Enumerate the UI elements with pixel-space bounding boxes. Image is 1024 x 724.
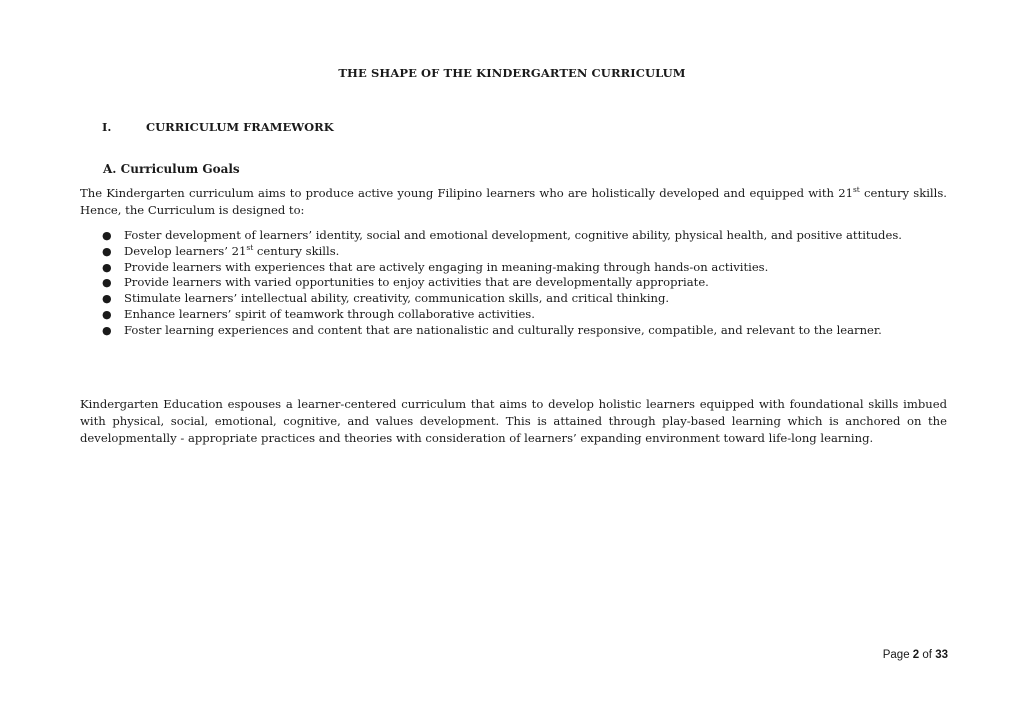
intro-superscript: st bbox=[852, 185, 860, 195]
goal-text: Stimulate learners’ intellectual ability, creativity, communication skills, and critical thinking. bbox=[124, 291, 670, 306]
intro-text-part1: The Kindergarten curriculum aims to produce active young Filipino learners who are holistically developed and equipped with 21 bbox=[80, 186, 853, 200]
list-item bbox=[100, 307, 930, 323]
list-item bbox=[100, 228, 930, 244]
closing-paragraph: Kindergarten Education espouses a learner-centered curriculum that aims to develop holistic learners equipped with foundational skills imbued with physical, social, emotional, cognitive, and values development. This is attained through play-based learning which is anchored on the developmentally - appropriate practices and theories with consideration of learners’ expanding environment toward life-long learning. bbox=[80, 397, 947, 445]
goal-text-post: century skills. bbox=[253, 243, 340, 258]
intro-text-part2: century skills. Hence, the Curriculum is designed to: bbox=[80, 186, 947, 217]
bullet-icon: ● bbox=[102, 323, 112, 337]
subsection-heading: A. Curriculum Goals bbox=[103, 162, 240, 176]
bullet-icon: ● bbox=[102, 292, 112, 306]
list-item bbox=[100, 244, 930, 260]
total-pages: 33 bbox=[935, 649, 948, 661]
goal-text: Provide learners with experiences that are actively engaging in meaning-making through hands-on activities. bbox=[124, 259, 769, 274]
bullet-icon: ● bbox=[102, 244, 112, 258]
goal-superscript: st bbox=[246, 242, 254, 252]
section-number: I. bbox=[102, 120, 112, 134]
list-item bbox=[100, 323, 930, 339]
section-heading bbox=[102, 120, 334, 134]
page-number bbox=[883, 649, 948, 661]
goal-text: Foster development of learners’ identity, social and emotional development, cognitive ability, physical health, and positive attitudes. bbox=[124, 228, 902, 242]
page-title: THE SHAPE OF THE KINDERGARTEN CURRICULUM bbox=[338, 66, 686, 80]
of-label: of bbox=[922, 649, 932, 661]
intro-paragraph bbox=[80, 185, 947, 219]
bullet-icon: ● bbox=[102, 260, 112, 274]
bullet-icon: ● bbox=[102, 229, 112, 242]
bullet-icon: ● bbox=[102, 307, 112, 321]
goal-text: Provide learners with varied opportunities to enjoy activities that are developmentally appropriate. bbox=[124, 275, 709, 290]
list-item bbox=[100, 260, 930, 276]
goal-text: Foster learning experiences and content that are nationalistic and culturally responsive, compatible, and relevant to the learner. bbox=[124, 322, 882, 337]
goal-text: Enhance learners’ spirit of teamwork through collaborative activities. bbox=[124, 306, 535, 321]
current-page: 2 bbox=[912, 649, 920, 661]
section-title: CURRICULUM FRAMEWORK bbox=[146, 120, 334, 134]
list-item bbox=[100, 291, 930, 307]
page-label: Page bbox=[882, 649, 910, 661]
bullet-icon: ● bbox=[102, 276, 112, 290]
curriculum-goals-list bbox=[100, 228, 930, 339]
goal-text-pre: Develop learners’ 21 bbox=[124, 243, 247, 258]
list-item bbox=[100, 275, 930, 291]
